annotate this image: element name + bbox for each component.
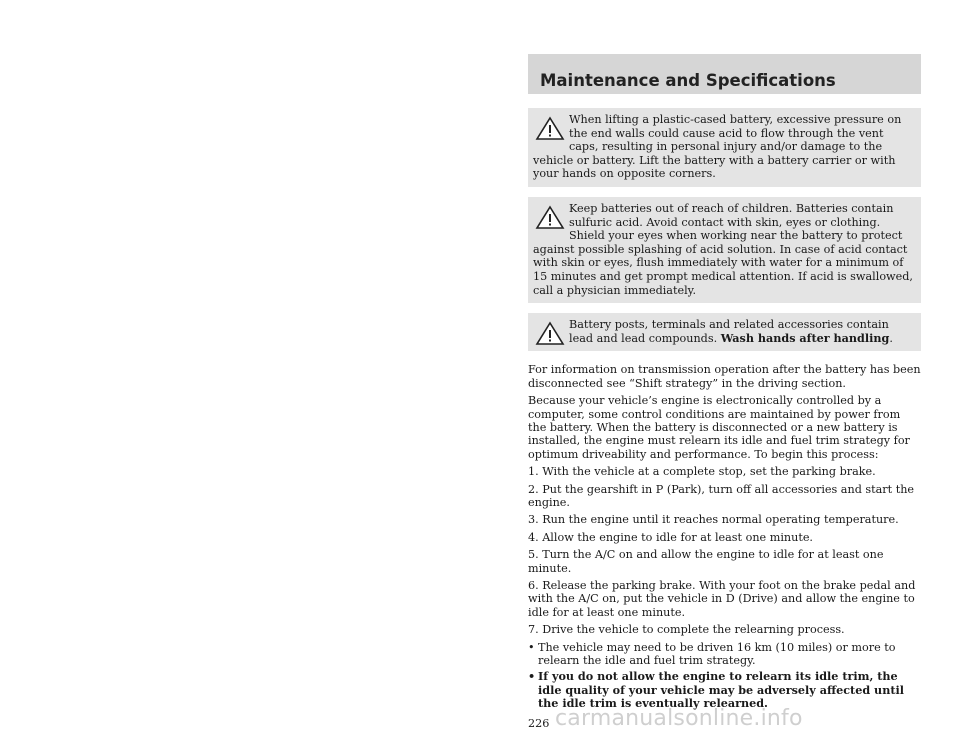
step-4: 4. Allow the engine to idle for at least one minute.	[528, 530, 813, 544]
step-5: 5. Turn the A/C on and allow the engine to idle for at least one minute.	[528, 548, 884, 575]
warning-box-lead	[528, 313, 921, 351]
bullet-item	[528, 670, 921, 710]
body-text	[528, 363, 921, 710]
bullet-text: The vehicle may need to be driven 16 km (10 miles) or more to relearn the idle and fuel trim strategy.	[538, 640, 896, 668]
warning-text: Battery posts, terminals and related accessories contain lead and lead compounds. Wash hands after handling.	[569, 318, 893, 345]
page-number: 226	[528, 716, 550, 730]
section-title: Maintenance and Specifications	[540, 71, 836, 90]
warning-triangle-icon	[535, 116, 565, 141]
manual-page	[528, 54, 921, 730]
step-1: 1. With the vehicle at a complete stop, set the parking brake.	[528, 465, 876, 479]
warning-text: Keep batteries out of reach of children. Batteries contain sulfuric acid. Avoid contact with skin, eyes or clothing. Shield your eyes when working near the battery to protect against possible splashing of acid solution. In case of acid contact with skin or eyes, flush immediately with water for a minimum of 15 minutes and get prompt medical attention. If acid is swallowed, call a physician immediately.	[533, 201, 913, 297]
watermark: carmanualsonline.info	[555, 706, 803, 731]
warning-box-children	[528, 197, 921, 303]
paragraph-transmission: For information on transmission operation after the battery has been disconnected see “Shift strategy” in the driving section.	[528, 363, 921, 390]
warning-triangle-icon	[535, 321, 565, 346]
bullet-text: If you do not allow the engine to relearn its idle trim, the idle quality of your vehicle may be adversely affected until the idle trim is eventually relearned.	[538, 669, 904, 711]
step-3: 3. Run the engine until it reaches normal operating temperature.	[528, 513, 899, 527]
warning-box-lifting	[528, 108, 921, 187]
warning-emphasis: Wash hands after handling	[720, 330, 890, 345]
step-2: 2. Put the gearshift in P (Park), turn off all accessories and start the engine.	[528, 482, 915, 509]
warning-triangle-icon	[535, 205, 565, 230]
warning-text: When lifting a plastic-cased battery, excessive pressure on the end walls could cause acid to flow through the vent caps, resulting in personal injury and/or damage to the vehicle or battery. Lift the battery with a battery carrier or with your hands on opposite corners.	[533, 113, 902, 181]
paragraph-relearn: Because your vehicle’s engine is electronically controlled by a computer, some control conditions are maintained by power from the battery. When the battery is disconnected or a new battery is installed, the engine must relearn its idle and fuel trim strategy for optimum driveability and performance. To begin this process:	[528, 394, 910, 461]
step-7: 7. Drive the vehicle to complete the relearning process.	[528, 623, 845, 637]
step-6: 6. Release the parking brake. With your foot on the brake pedal and with the A/C on, put the vehicle in D (Drive) and allow the engine to idle for at least one minute.	[528, 579, 916, 619]
bullet-item	[528, 641, 921, 668]
bullet-icon: •	[528, 640, 535, 654]
section-header	[528, 54, 921, 94]
bullet-icon: •	[528, 669, 536, 684]
